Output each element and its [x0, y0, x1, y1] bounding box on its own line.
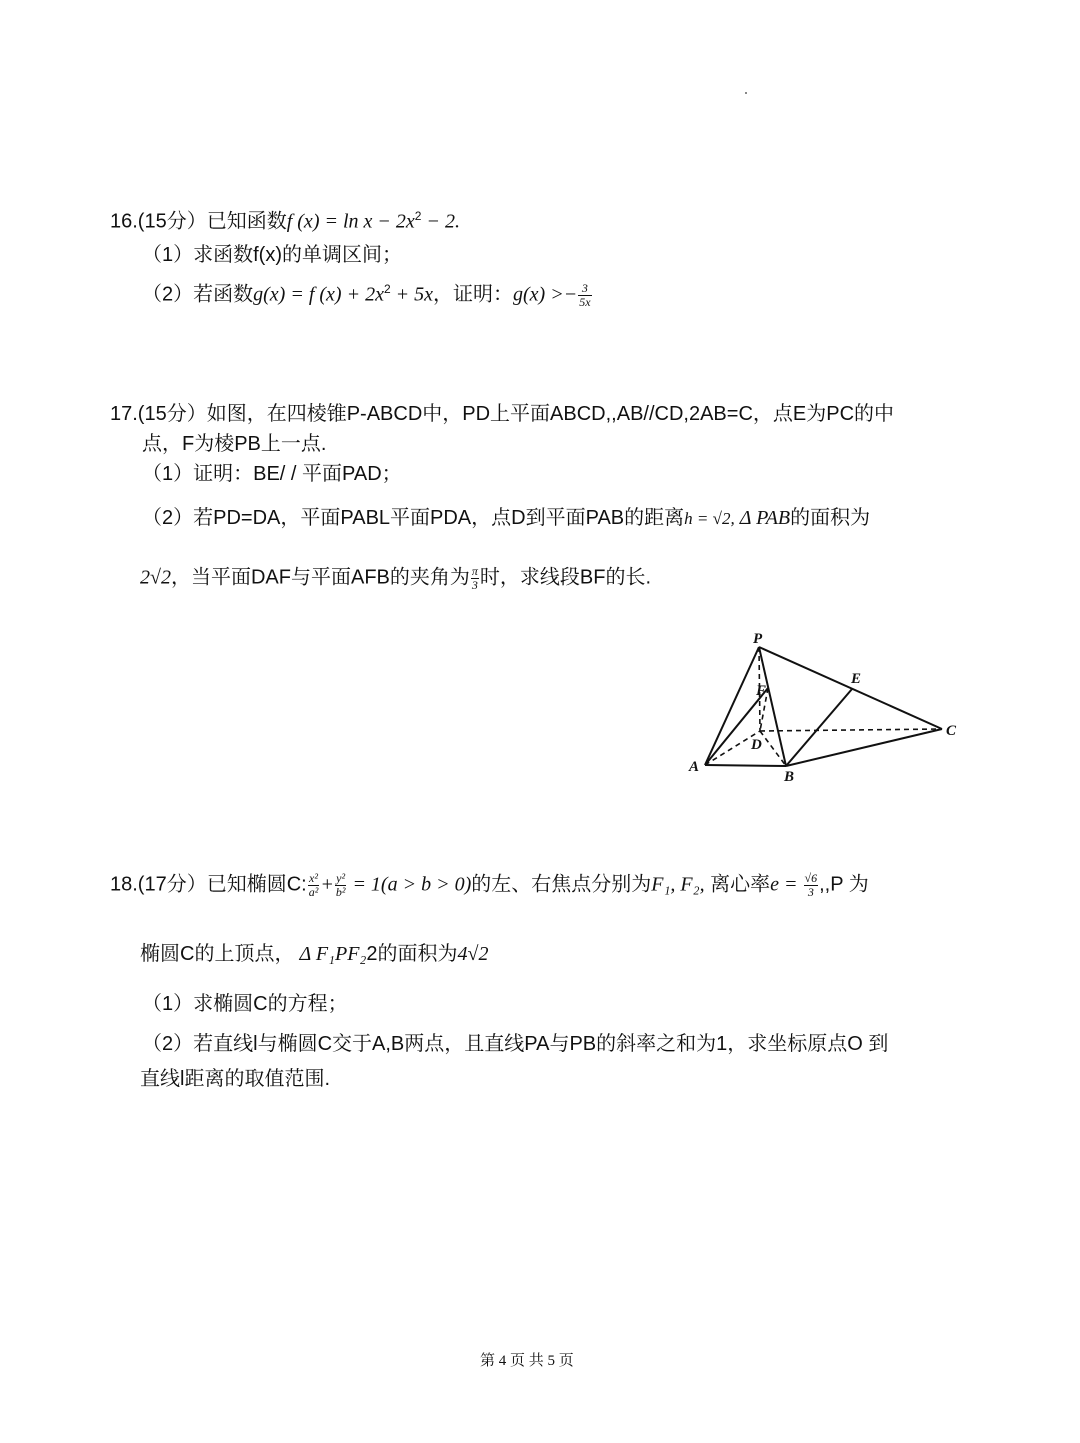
- stray-dot: [745, 92, 747, 94]
- q18-y-den: b²: [335, 884, 346, 899]
- q16-part2: [142, 282, 593, 308]
- q17-part2-cont: [140, 565, 651, 591]
- q18-e-num: √6: [804, 871, 818, 885]
- segment-BE: [786, 689, 852, 766]
- q18-l2-tri: Δ F₁PF₂: [294, 943, 367, 965]
- q18-eq: = 1(a > b > 0): [347, 873, 472, 896]
- q16-p2-sup: 2: [383, 282, 391, 296]
- q17-frac-num: π: [471, 564, 478, 578]
- q17-part2: [142, 506, 870, 530]
- q18-part2-line2: 直线l距离的取值范围.: [140, 1068, 330, 1090]
- edge-PC: [759, 647, 942, 729]
- q17-line2: 点，F为棱PB上一点.: [142, 433, 327, 455]
- q18-part1: （1）求椭圆C的方程；: [142, 993, 348, 1015]
- q18-l2-b: 2的面积为: [366, 943, 458, 965]
- q16-expr-a: ln x − 2x: [342, 210, 415, 233]
- q18-l2-c: 4√2: [457, 943, 489, 965]
- q16-part1: （1）求函数f(x)的单调区间；: [142, 244, 402, 266]
- q16-statement: [110, 209, 460, 234]
- q17-p3-c: 时，求线段BF的长.: [479, 566, 652, 589]
- q16-p2-g: g(x) = f (x) + 2x: [253, 283, 384, 306]
- q16-p2-c: ，证明：: [433, 283, 514, 306]
- q18-x-num: x²: [309, 871, 318, 885]
- q17-p2-tri: Δ PAB: [734, 507, 791, 529]
- q16-frac-den: 5x: [579, 294, 591, 309]
- q18-tail: ,,P 为: [819, 873, 869, 896]
- q18-mid: 的左、右焦点分别为: [471, 873, 652, 896]
- q18-head: 18.(17分）已知椭圆C:: [110, 873, 307, 896]
- q18-y-num: y²: [336, 871, 346, 885]
- q18-foci: F₁, F₂,: [651, 873, 705, 896]
- q17-fraction: [471, 565, 479, 591]
- label-E: E: [851, 671, 862, 687]
- q18-plus: +: [320, 873, 334, 896]
- q16-p2-b: + 5x: [390, 283, 434, 306]
- label-C: C: [946, 723, 957, 739]
- q16-p2-d: g(x) >−: [513, 283, 578, 306]
- q18-x-den: a²: [308, 884, 319, 899]
- q18-e-eq: e =: [770, 873, 803, 896]
- q16-fraction: [578, 282, 591, 308]
- q18-frac-x: [308, 872, 320, 898]
- label-A: A: [689, 759, 700, 775]
- label-F: F: [756, 683, 767, 699]
- q16-frac-num: 3: [578, 282, 591, 296]
- q18-line2: [140, 942, 489, 966]
- q18-part2-line1: （2）若直线l与椭圆C交于A,B两点，且直线PA与PB的斜率之和为1，求坐标原点O 到: [142, 1033, 889, 1055]
- q18-statement: [110, 872, 869, 898]
- label-P: P: [753, 631, 763, 647]
- q17-part1: （1）证明：BE/ / 平面PAD；: [142, 463, 402, 485]
- edge-AB: [705, 765, 786, 766]
- q17-p2-a: （2）若PD=DA，平面PABL平面PDA，点D到平面PAB的距离: [142, 507, 685, 529]
- label-D: D: [751, 737, 762, 753]
- edge-DC: [760, 729, 942, 731]
- q18-ecc: 离心率: [704, 873, 771, 896]
- q17-p2-b: 的面积为: [790, 507, 871, 529]
- q18-l2-a: 椭圆C的上顶点，: [140, 943, 295, 965]
- page-footer: 第 4 页 共 5 页: [480, 1353, 574, 1369]
- q18-frac-e: [804, 872, 819, 898]
- q17-frac-den: 3: [471, 577, 478, 592]
- q16-sup: 2: [414, 209, 422, 223]
- label-B: B: [784, 769, 795, 785]
- edge-BC: [786, 729, 942, 766]
- q18-e-den: 3: [807, 884, 814, 899]
- q18-frac-y: [335, 872, 347, 898]
- q17-line1: 17.(15分）如图，在四棱锥P-ABCD中，PD上平面ABCD,,AB//CD,2AB=C，点E为PC的中: [110, 403, 895, 425]
- q17-p3-a: 2√2: [140, 566, 171, 589]
- q17-p2-h: h = √2,: [684, 509, 735, 528]
- q16-head: 16.(15分）已知函数: [110, 210, 287, 233]
- q16-expr-b: − 2.: [421, 210, 460, 233]
- segment-AF: [705, 688, 768, 765]
- q17-p3-b: ，当平面DAF与平面AFB的夹角为: [170, 566, 470, 589]
- q16-fname: f (x) =: [286, 210, 343, 233]
- pyramid-figure: [680, 625, 980, 790]
- q16-p2-a: （2）若函数: [142, 283, 254, 306]
